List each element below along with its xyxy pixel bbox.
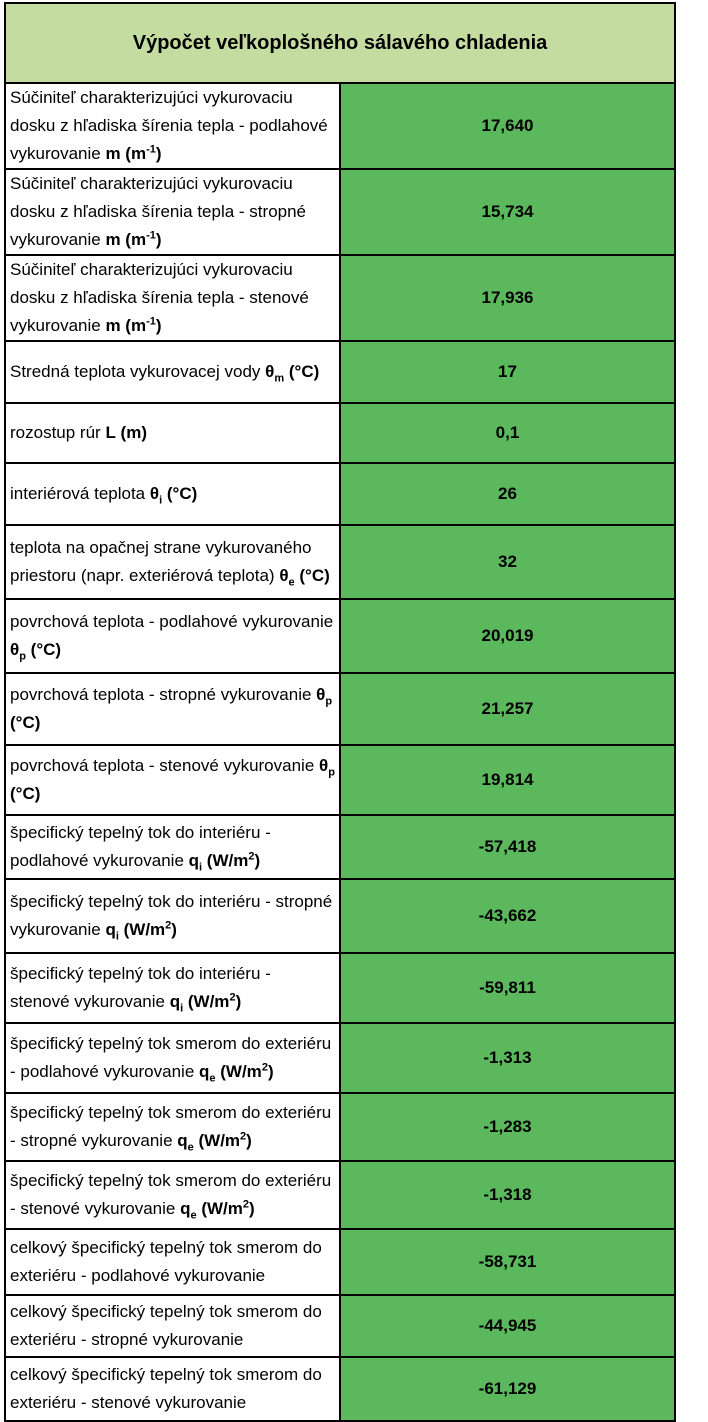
table-row [5, 673, 675, 745]
row-value: -1,313 [340, 1023, 675, 1093]
label-symbol: θ [10, 640, 20, 659]
label-unit-end: ) [254, 851, 261, 870]
row-label [5, 879, 340, 953]
row-value: -59,811 [340, 953, 675, 1023]
label-symbol-subscript: p [19, 650, 26, 663]
label-symbol-subscript: p [325, 695, 333, 708]
label-unit: (°C) [162, 484, 198, 503]
label-unit-end: ) [235, 992, 242, 1011]
row-label [5, 403, 340, 463]
label-text: špecifický tepelný tok do interiéru - podlahové vykurovanie [10, 823, 271, 870]
row-value: -61,129 [340, 1357, 675, 1421]
label-unit: (°C) [284, 362, 320, 381]
label-unit-end: ) [246, 1131, 252, 1150]
label-symbol-subscript: e [209, 1072, 216, 1085]
label-symbol-subscript: i [180, 1002, 184, 1015]
table-row [5, 1093, 675, 1161]
label-symbol-subscript: m [274, 372, 285, 385]
label-unit-exponent: 2 [165, 919, 172, 932]
label-unit: (W/m [215, 1062, 262, 1081]
label-symbol: m [105, 316, 121, 335]
label-text: špecifický tepelný tok smerom do exteriéru - podlahové vykurovanie [10, 1034, 332, 1081]
row-label [5, 341, 340, 403]
row-label [5, 815, 340, 879]
row-value: 19,814 [340, 745, 675, 815]
row-label [5, 525, 340, 599]
row-label [5, 83, 340, 169]
label-unit-end: ) [249, 1199, 255, 1218]
label-unit: (W/m [118, 920, 166, 939]
row-value: 17,640 [340, 83, 675, 169]
label-text: teplota na opačnej strane vykurovaného priestoru (napr. exteriérová teplota) [10, 538, 312, 585]
table-row [5, 169, 675, 255]
row-label [5, 1093, 340, 1161]
table-row [5, 341, 675, 403]
row-value: -58,731 [340, 1229, 675, 1295]
row-value: -57,418 [340, 815, 675, 879]
label-unit: (W/m [196, 1199, 243, 1218]
row-value: 17,936 [340, 255, 675, 341]
label-symbol: q [169, 992, 181, 1011]
label-symbol-subscript: i [115, 930, 119, 943]
label-symbol: q [177, 1131, 188, 1150]
label-symbol: θ [149, 484, 160, 503]
label-symbol-subscript: e [288, 576, 295, 589]
table-row [5, 1229, 675, 1295]
table-row [5, 599, 675, 673]
label-text: špecifický tepelný tok do interiéru - stropné vykurovanie [10, 892, 333, 939]
row-label [5, 463, 340, 525]
row-label [5, 673, 340, 745]
label-unit: (W/m [202, 851, 249, 870]
table-row [5, 745, 675, 815]
label-unit-end: ) [267, 1062, 274, 1081]
table-row [5, 1357, 675, 1421]
label-symbol: L [105, 423, 116, 442]
label-unit-exponent: -1 [146, 315, 156, 328]
row-value: 0,1 [340, 403, 675, 463]
label-text: špecifický tepelný tok smerom do exteriéru - stenové vykurovanie [10, 1171, 332, 1218]
label-unit: (m) [115, 423, 147, 442]
label-text: celkový špecifický tepelný tok smerom do exteriéru - podlahové vykurovanie [10, 1238, 322, 1285]
label-unit: (m [120, 316, 147, 335]
calculation-table [4, 2, 676, 1422]
label-unit-end: ) [155, 316, 162, 335]
row-label [5, 1229, 340, 1295]
label-text: Súčiniteľ charakterizujúci vykurovaciu dosku z hľadiska šírenia tepla - stenové vykurovanie [10, 260, 309, 335]
row-value: -1,283 [340, 1093, 675, 1161]
label-text: špecifický tepelný tok smerom do exteriéru - stropné vykurovanie [10, 1103, 332, 1150]
table-row [5, 403, 675, 463]
label-unit: (W/m [183, 992, 230, 1011]
row-label [5, 1357, 340, 1421]
table-row [5, 255, 675, 341]
label-text: povrchová teplota - stropné vykurovanie [10, 685, 317, 704]
label-text: Stredná teplota vykurovacej vody [10, 362, 266, 381]
label-symbol: θ [316, 685, 326, 704]
row-value: 20,019 [340, 599, 675, 673]
row-value: 26 [340, 463, 675, 525]
row-label [5, 1295, 340, 1357]
label-text: povrchová teplota - stenové vykurovanie [10, 756, 320, 775]
label-unit: (°C) [25, 640, 62, 659]
label-unit: (°C) [10, 713, 41, 732]
label-unit-exponent: -1 [146, 143, 156, 156]
table-title: Výpočet veľkoplošného sálavého chladenia [5, 3, 675, 83]
label-unit-end: ) [171, 920, 177, 939]
label-unit-exponent: -1 [146, 229, 156, 242]
table-row [5, 525, 675, 599]
label-symbol: m [105, 144, 121, 163]
row-label [5, 953, 340, 1023]
row-label [5, 745, 340, 815]
label-symbol: q [180, 1199, 191, 1218]
row-label [5, 599, 340, 673]
label-unit-exponent: 2 [242, 1198, 250, 1211]
label-symbol-subscript: i [199, 861, 203, 874]
label-symbol: q [188, 851, 200, 870]
label-symbol-subscript: e [187, 1141, 194, 1154]
table-row [5, 815, 675, 879]
label-symbol-subscript: i [159, 494, 163, 507]
label-unit-exponent: 2 [240, 1130, 247, 1143]
row-label [5, 169, 340, 255]
label-symbol: θ [279, 566, 289, 585]
table-body [5, 83, 675, 1421]
label-text: Súčiniteľ charakterizujúci vykurovaciu dosku z hľadiska šírenia tepla - podlahové vykurovanie [10, 88, 328, 163]
label-unit-exponent: 2 [229, 991, 236, 1004]
row-value: -43,662 [340, 879, 675, 953]
label-unit: (m [120, 230, 147, 249]
row-value: -44,945 [340, 1295, 675, 1357]
row-value: 15,734 [340, 169, 675, 255]
row-value: 21,257 [340, 673, 675, 745]
row-label [5, 1161, 340, 1229]
label-text: Súčiniteľ charakterizujúci vykurovaciu dosku z hľadiska šírenia tepla - stropné vykurovanie [10, 174, 307, 249]
label-symbol-subscript: e [190, 1209, 197, 1222]
label-symbol: θ [319, 756, 329, 775]
label-symbol: q [199, 1062, 210, 1081]
label-text: špecifický tepelný tok do interiéru - stenové vykurovanie [10, 964, 271, 1011]
label-unit-exponent: 2 [248, 850, 255, 863]
row-value: 32 [340, 525, 675, 599]
label-text: celkový špecifický tepelný tok smerom do exteriéru - stropné vykurovanie [10, 1302, 322, 1349]
label-symbol-subscript: p [328, 766, 335, 779]
title-row [5, 3, 675, 83]
label-unit: (°C) [294, 566, 330, 585]
table-row [5, 879, 675, 953]
label-unit-end: ) [155, 230, 162, 249]
label-unit: (W/m [193, 1131, 241, 1150]
label-text: rozostup rúr [10, 423, 106, 442]
label-text: interiérová teplota [10, 484, 150, 503]
row-label [5, 1023, 340, 1093]
table-row [5, 1023, 675, 1093]
table-row [5, 1161, 675, 1229]
label-symbol: θ [265, 362, 275, 381]
label-unit-end: ) [155, 144, 162, 163]
table-row [5, 953, 675, 1023]
row-label [5, 255, 340, 341]
table-row [5, 83, 675, 169]
table-row [5, 1295, 675, 1357]
label-unit-exponent: 2 [261, 1061, 268, 1074]
label-unit: (m [120, 144, 147, 163]
row-value: 17 [340, 341, 675, 403]
table-row [5, 463, 675, 525]
label-symbol: m [105, 230, 121, 249]
label-text: celkový špecifický tepelný tok smerom do exteriéru - stenové vykurovanie [10, 1365, 322, 1412]
label-unit: (°C) [10, 784, 41, 803]
row-value: -1,318 [340, 1161, 675, 1229]
label-symbol: q [105, 920, 116, 939]
label-text: povrchová teplota - podlahové vykurovanie [10, 612, 334, 631]
